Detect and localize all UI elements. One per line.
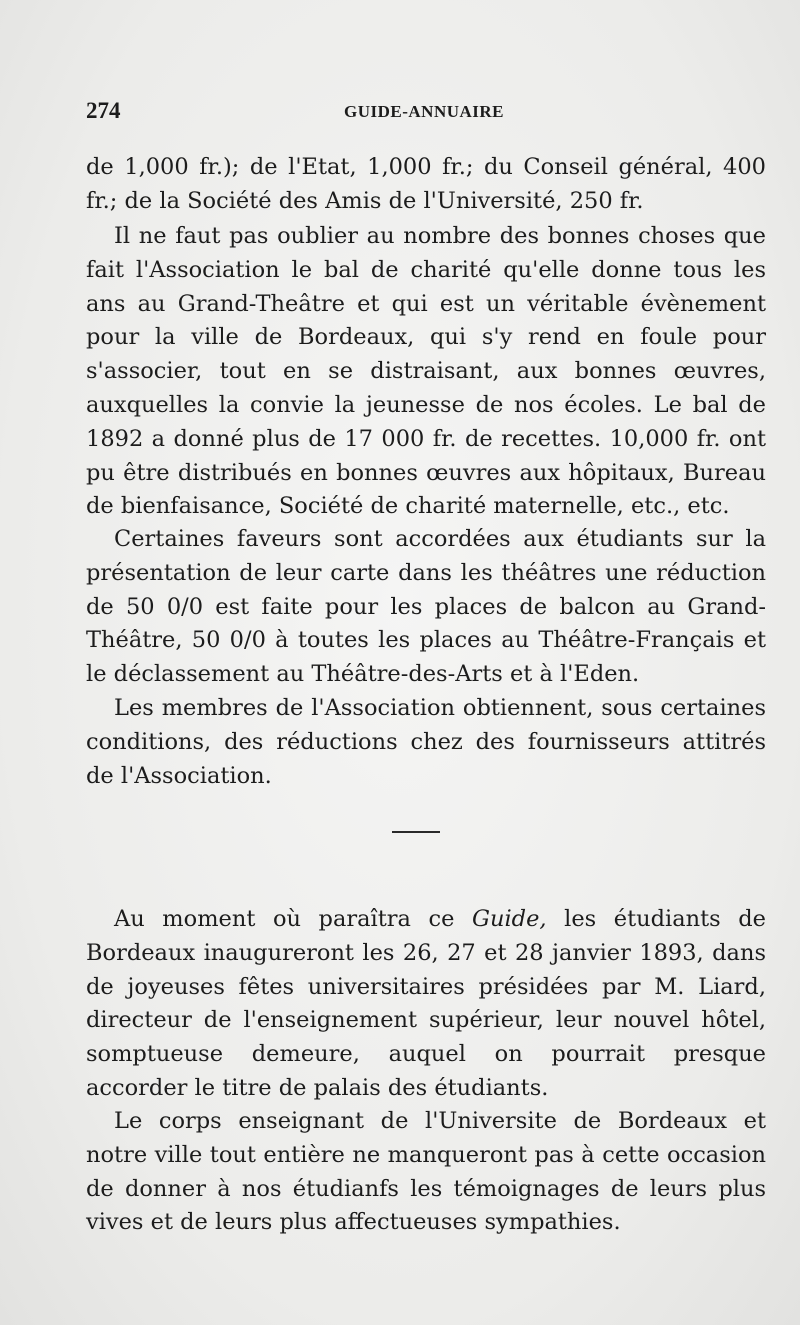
paragraph-member-discounts: Les membres de l'Association obtiennent, sous certaines conditions, des réductions chez des fournisseurs attitrés de l'Association. — [86, 695, 766, 789]
page-number: 274 — [86, 98, 121, 123]
paragraph-charity-ball: Il ne faut pas oublier au nombre des bonnes choses que fait l'Association le bal de charité qu'elle donne tous les ans au Grand-Theâtre et qui est un véritable évènement pour la ville de Bordeaux, qui s'y rend en foule pour s'associer, tout en se distraisant, aux bonnes œuvres, auxquelles la convie la jeunesse de nos écoles. Le bal de 1892 a donné plus de 17 000 fr. de recettes. 10,000 fr. ont pu être distribués en bonnes œuvres aux hôpitaux, Bureau de bienfaisance, Société de charité maternelle, etc., etc. — [86, 223, 766, 520]
paragraph-funding-continued: de 1,000 fr.); de l'Etat, 1,000 fr.; du Conseil général, 400 fr.; de la Société des Amis de l'Université, 250 fr. — [86, 154, 766, 214]
paragraph-theatre-discounts: Certaines faveurs sont accordées aux étudiants sur la présentation de leur carte dans les théâtres une réduction de 50 0/0 est faite pour les places de balcon au Grand-Théâtre, 50 0/0 à toutes les places au Théâtre-Français et le déclassement au Théâtre-des-Arts et à l'Eden. — [86, 526, 766, 688]
page-header — [86, 98, 760, 128]
section-divider — [392, 831, 440, 833]
paragraph-inauguration — [86, 903, 766, 1106]
paragraph-sympathies: Le corps enseignant de l'Universite de Bordeaux et notre ville tout entière ne manqueront pas à cette occasion de donner à nos étudianfs les témoignages de leurs plus vives et de leurs plus affectueuses sympathies. — [86, 1108, 766, 1236]
running-head: GUIDE-ANNUAIRE — [344, 102, 505, 121]
guide-title-italic: Guide, — [472, 906, 547, 932]
inauguration-text-start: Au moment où paraîtra ce — [114, 906, 473, 932]
inauguration-text-end: les étudiants de Bordeaux inaugureront les 26, 27 et 28 janvier 1893, dans de joyeuses fêtes universitaires présidées par M. Liard, directeur de l'enseignement supérieur, leur nouvel hôtel, somptueuse demeure, auquel on pourrait presque accorder le titre de palais des étudiants. — [86, 906, 766, 1101]
